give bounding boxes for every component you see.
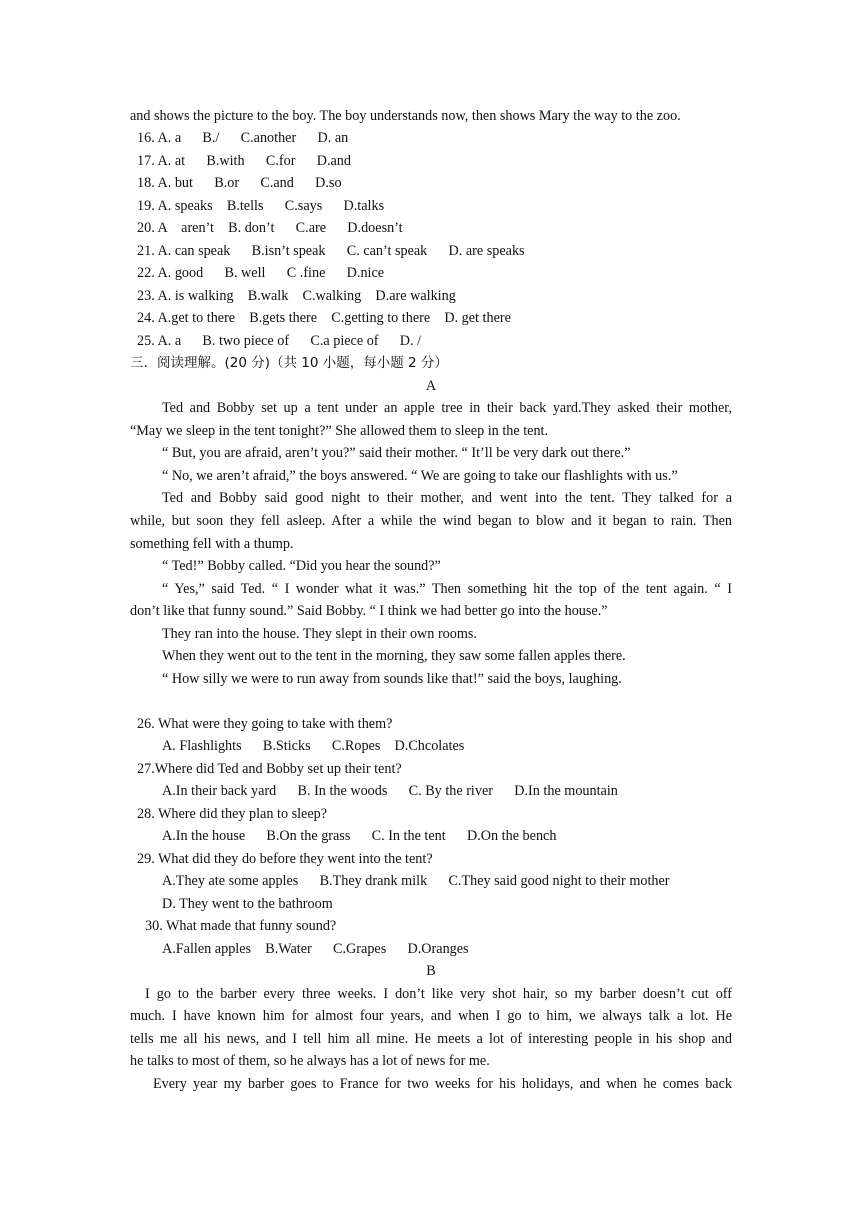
cloze-option-25: 25. A. a B. two piece of C.a piece of D. / (137, 333, 422, 349)
cloze-option-21: 21. A. can speak B.isn’t speak C. can’t speak D. are speaks (137, 243, 525, 259)
question-30: 30. What made that funny sound? (145, 918, 337, 934)
section-heading: 三．阅读理解。(20 分)（共 10 小题，每小题 2 分） (130, 355, 448, 371)
cloze-option-16: 16. A. a B./ C.another D. an (137, 130, 349, 146)
passage-a-label: A (425, 378, 437, 394)
passage-a-line: don’t like that funny sound.” Said Bobby. “ I think we had better go into the house.” (130, 603, 608, 619)
passage-b-line: much. I have known him for almost four years, and when I go to him, we always talk a lot. He (130, 1008, 732, 1024)
cloze-option-24: 24. A.get to there B.gets there C.getting to there D. get there (137, 310, 511, 326)
cloze-option-22: 22. A. good B. well C .fine D.nice (137, 265, 385, 281)
passage-b-line: tells me all his news, and I tell him all mine. He meets a lot of interesting people in his shop and (130, 1031, 732, 1047)
question-26-options: A. Flashlights B.Sticks C.Ropes D.Chcolates (162, 738, 465, 754)
cloze-option-20: 20. A aren’t B. don’t C.are D.doesn’t (137, 220, 403, 236)
passage-a-line: Ted and Bobby said good night to their mother, and went into the tent. They talked for a (162, 490, 732, 506)
passage-a-line: “ Ted!” Bobby called. “Did you hear the sound?” (162, 558, 441, 574)
passage-a-line: Ted and Bobby set up a tent under an apple tree in their back yard.They asked their mother, (162, 400, 732, 416)
passage-a-line: “ Yes,” said Ted. “ I wonder what it was.” Then something hit the top of the tent again. “ I (162, 581, 732, 597)
passage-a-line: “ No, we aren’t afraid,” the boys answered. “ We are going to take our flashlights with us.” (162, 468, 678, 484)
passage-b-line: I go to the barber every three weeks. I don’t like very shot hair, so my barber doesn’t cut off (145, 986, 732, 1002)
passage-b-label: B (426, 963, 436, 979)
question-27-options: A.In their back yard B. In the woods C. By the river D.In the mountain (162, 783, 618, 799)
passage-b-line: Every year my barber goes to France for two weeks for his holidays, and when he comes back (153, 1076, 732, 1092)
question-29-options: A.They ate some apples B.They drank milk C.They said good night to their mother (162, 873, 670, 889)
question-26: 26. What were they going to take with them? (137, 716, 393, 732)
passage-a-line: They ran into the house. They slept in their own rooms. (162, 626, 477, 642)
passage-a-line: “ How silly we were to run away from sounds like that!” said the boys, laughing. (162, 671, 622, 687)
question-28: 28. Where did they plan to sleep? (137, 806, 328, 822)
cloze-option-18: 18. A. but B.or C.and D.so (137, 175, 342, 191)
question-28-options: A.In the house B.On the grass C. In the tent D.On the bench (162, 828, 557, 844)
passage-a-line: while, but soon they fell asleep. After a while the wind began to blow and it began to rain. Then (130, 513, 732, 529)
passage-a-line: something fell with a thump. (130, 536, 294, 552)
passage-a-line: When they went out to the tent in the morning, they saw some fallen apples there. (162, 648, 626, 664)
cloze-option-19: 19. A. speaks B.tells C.says D.talks (137, 198, 385, 214)
question-29-options-cont: D. They went to the bathroom (162, 896, 333, 912)
question-30-options: A.Fallen apples B.Water C.Grapes D.Oranges (162, 941, 469, 957)
question-27: 27.Where did Ted and Bobby set up their tent? (137, 761, 402, 777)
passage-b-line: he talks to most of them, so he always has a lot of news for me. (130, 1053, 490, 1069)
cloze-option-17: 17. A. at B.with C.for D.and (137, 153, 351, 169)
passage-a-line: “May we sleep in the tent tonight?” She allowed them to sleep in the tent. (130, 423, 549, 439)
intro-line: and shows the picture to the boy. The boy understands now, then shows Mary the way to the zoo. (130, 108, 681, 124)
question-29: 29. What did they do before they went into the tent? (137, 851, 433, 867)
cloze-option-23: 23. A. is walking B.walk C.walking D.are walking (137, 288, 456, 304)
passage-a-line: “ But, you are afraid, aren’t you?” said their mother. “ It’ll be very dark out there.” (162, 445, 631, 461)
